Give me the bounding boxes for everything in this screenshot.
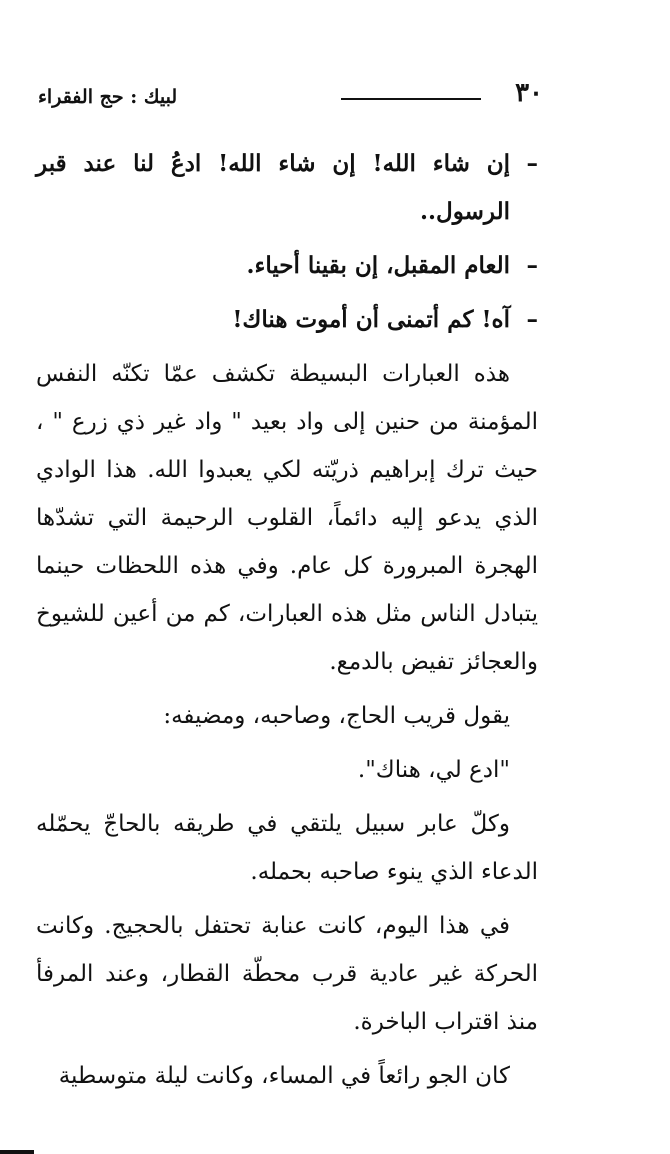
paragraph: يقول قريب الحاج، وصاحبه، ومضيفه: bbox=[163, 703, 510, 729]
dialogue-dash: – bbox=[526, 150, 538, 177]
quoted-line: "ادع لي، هناك". bbox=[357, 757, 510, 783]
header-rule bbox=[341, 98, 481, 100]
running-header bbox=[38, 78, 543, 118]
dialogue-line bbox=[36, 242, 538, 290]
paragraph: وكلّ عابر سبيل يلتقي في طريقه بالحاجّ يحمّله الدعاء الذي ينوء صاحبه بحمله. bbox=[36, 811, 538, 885]
dialogue-line bbox=[36, 296, 538, 344]
dialogue-text: إن شاء الله! إن شاء الله! ادعُ لنا عند قبر الرسول.. bbox=[36, 150, 510, 225]
dialogue-dash: – bbox=[526, 252, 538, 279]
page-number: ٣٠ bbox=[515, 78, 543, 108]
dialogue-text: آه! كم أتمنى أن أموت هناك! bbox=[232, 306, 510, 333]
dialogue-dash: – bbox=[526, 306, 538, 333]
paragraph: كان الجو رائعاً في المساء، وكانت ليلة متوسطية bbox=[58, 1063, 510, 1089]
running-title: لبيك : حج الفقراء bbox=[38, 86, 178, 108]
page-edge-mark bbox=[0, 1150, 34, 1154]
page-body bbox=[36, 140, 538, 1106]
dialogue-text: العام المقبل، إن بقينا أحياء. bbox=[246, 252, 510, 279]
dialogue-line bbox=[36, 140, 538, 236]
paragraph: هذه العبارات البسيطة تكشف عمّا تكنّه النفس المؤمنة من حنين إلى واد بعيد " واد غير ذي زرع " ، حيث ترك إبراهيم ذريّته لكي يعبدوا الله. هذا الوادي الذي يدعو إليه دائماً، القلوب الرحيمة التي تشدّها الهجرة المبرورة كل عام. وفي هذه اللحظات حينما يتبادل الناس مثل هذه العبارات، كم من أعين للشيوخ والعجائز تفيض بالدمع. bbox=[36, 361, 538, 675]
paragraph: في هذا اليوم، كانت عنابة تحتفل بالحجيج. وكانت الحركة غير عادية قرب محطّة القطار، وعند المرفأ منذ اقتراب الباخرة. bbox=[36, 913, 538, 1035]
